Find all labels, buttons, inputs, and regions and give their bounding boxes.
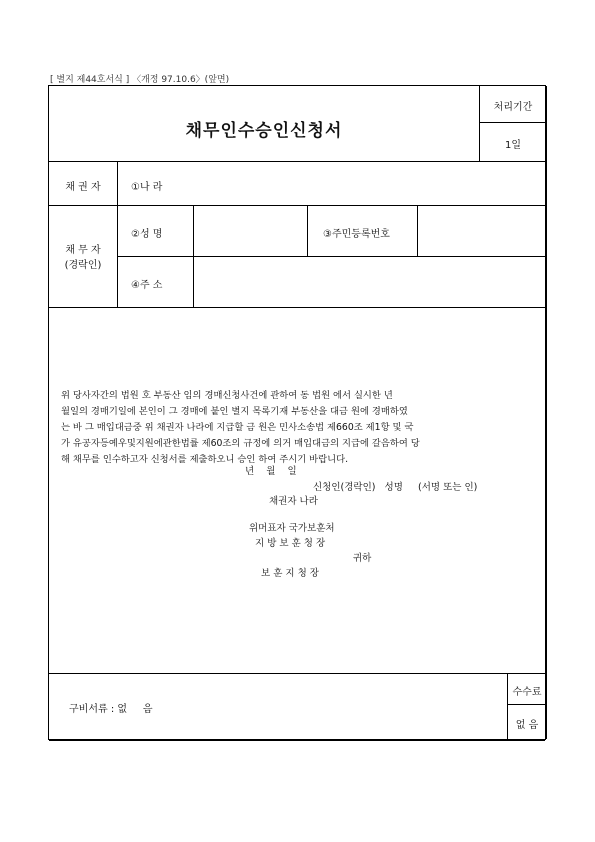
body-line: 위 당사자간의 법원 호 부동산 임의 경매신청사건에 관하여 동 법원 에서 실시한 년 [61,390,393,401]
divider [479,122,547,123]
body-line: 해 채무를 인수하고자 신청서를 제출하오니 승인 하여 주시기 바랍니다. [61,454,349,465]
applicant-signature-line: 신청인(경락인) 성명 (서명 또는 인) [313,482,478,493]
fee-value: 없 음 [515,720,539,731]
creditor-field[interactable]: ①나 라 [131,182,163,193]
fee-label: 수수료 [512,687,542,698]
processing-period-label: 처리기간 [493,102,533,113]
debtor-sublabel: (경락인) [64,260,102,271]
recipient-suffix: 귀하 [353,553,372,564]
form-edge-bottom [49,740,545,741]
form-edge-right [546,86,547,739]
divider [49,307,547,308]
debtor-name-label: ②성 명 [131,229,163,240]
processing-period-value: 1일 [504,140,522,151]
divider [49,673,547,674]
request-body [61,388,546,468]
application-form [48,85,546,740]
creditor-label: 채 권 자 [65,182,101,193]
divider [307,205,308,256]
resident-number-label: ③주민등록번호 [323,229,390,240]
divider [507,704,547,705]
body-line: 는 바 그 매입대금중 위 채권자 나라에 지급할 금 원은 민사소송법 제660조 제1항 및 국 [61,422,414,433]
form-title: 채무인수승인신청서 [185,121,343,141]
body-line: 월일의 경매기일에 본인이 그 경매에 붙인 별지 목록기재 부동산을 대금 원에 경매하였 [61,406,408,417]
debtor-address-field[interactable] [194,257,546,307]
divider [117,161,118,307]
debtor-name-field[interactable] [194,206,306,256]
debtor-address-label: ④주 소 [131,280,163,291]
recipient-line-1: 위머표자 국가보훈처 [249,523,335,534]
application-date: 년 월 일 [245,466,297,477]
form-number-note: [ 별지 제44호서식 ] 〈개정 97.10.6〉(앞면) [50,75,230,85]
recipient-line-2: 지 방 보 훈 청 장 [255,538,326,549]
creditor-signature-line: 채권자 나라 [269,496,318,507]
divider [49,161,547,162]
body-line: 가 유공자등예우및지원에관한법률 제60조의 규정에 의거 매입대금의 지급에 갈음하여 당 [61,438,420,449]
debtor-label: 채 무 자 [65,245,101,256]
resident-number-field[interactable] [418,206,546,256]
required-documents: 구비서류 : 없 음 [69,704,153,715]
recipient-line-3: 보 훈 지 청 장 [261,568,319,579]
